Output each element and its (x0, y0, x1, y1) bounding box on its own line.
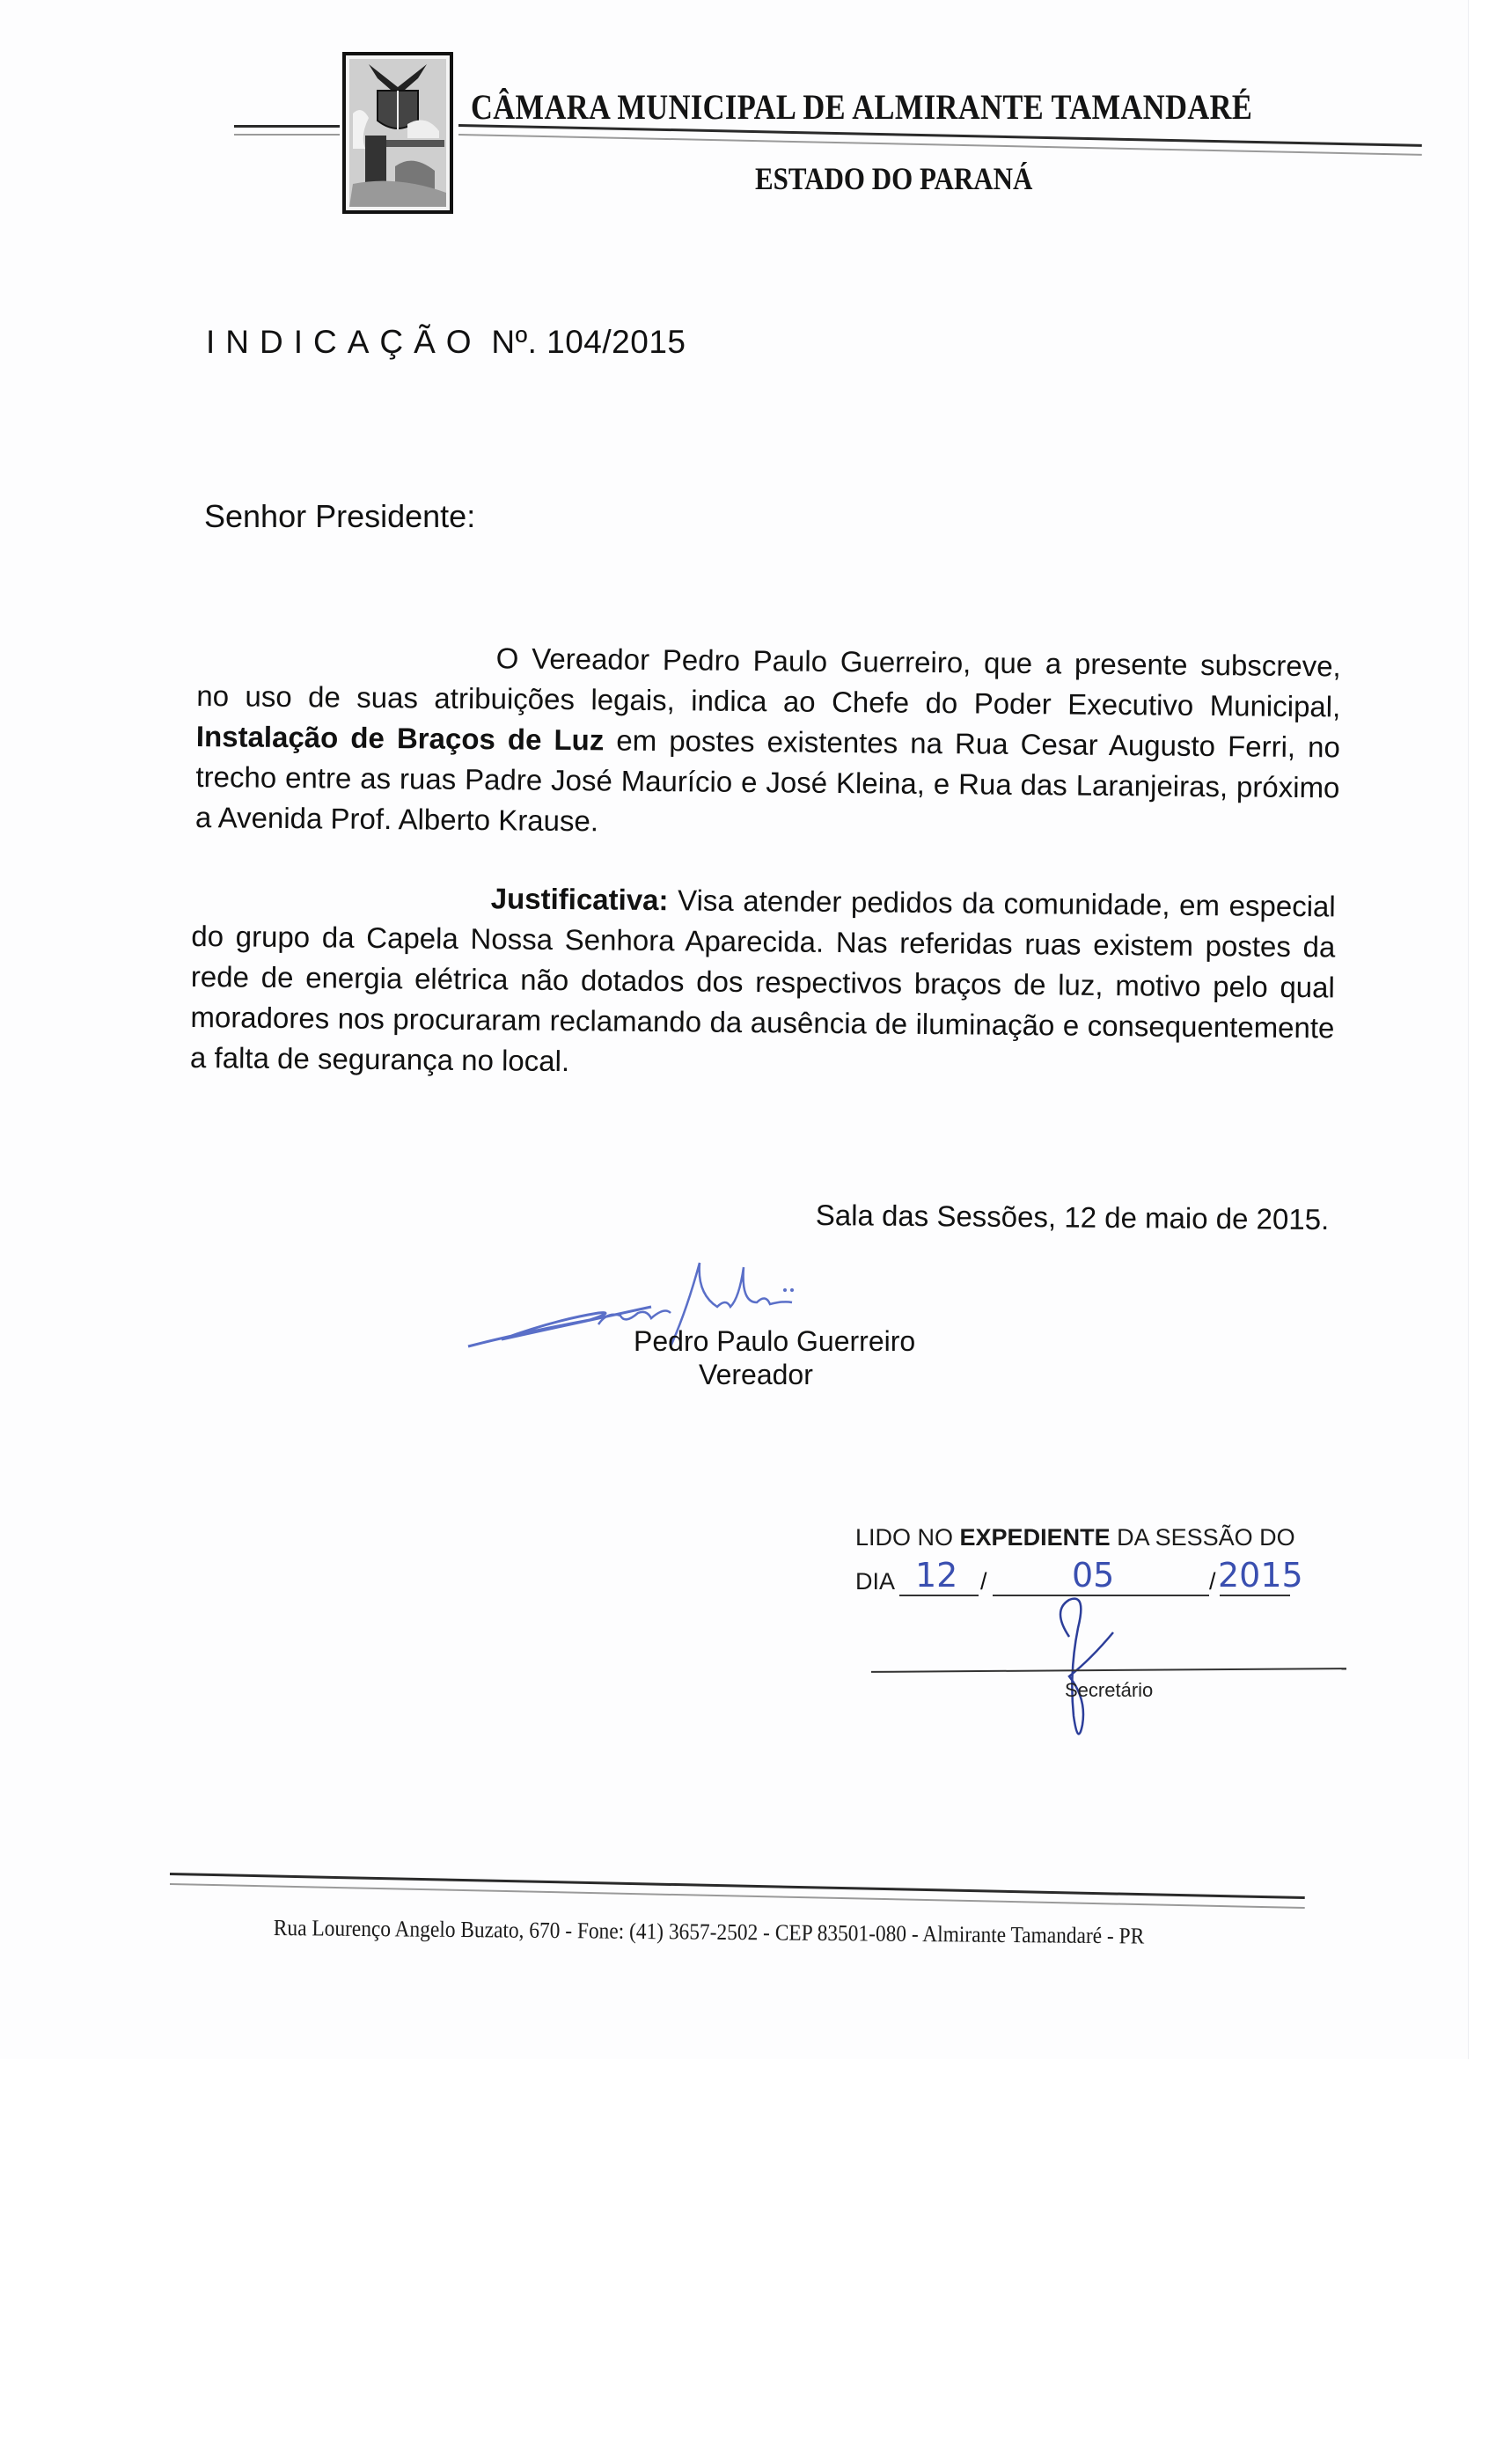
indication-subject: Instalação de Braços de Luz (195, 719, 605, 757)
paragraph-text-start: O Vereador Pedro Paulo Guerreiro, que a presente subscreve, no uso de suas atribuições legais, indica ao Chefe do Poder Executivo Municipal, (196, 642, 1341, 723)
stamp-year-line (1220, 1595, 1290, 1596)
paragraph-text-end: em postes existentes na Rua Cesar Augusto Ferri, no trecho entre as ruas Padre José Maurício e José Kleina, e Rua das Laranjeiras, próximo a Avenida Prof. Alberto Krause. (194, 723, 1341, 838)
stamp-separator-1: / (980, 1568, 987, 1595)
state-subtitle: ESTADO DO PARANÁ (755, 161, 1033, 196)
footer-address: Rua Lourenço Angelo Buzato, 670 - Fone: (41) 3657-2502 - CEP 83501-080 - Almirante Tamandaré - PR (273, 1915, 1145, 1949)
stamp-title-start: LIDO NO (855, 1524, 960, 1551)
justification-paragraph (190, 876, 1336, 1089)
institution-title: CÂMARA MUNICIPAL DE ALMIRANTE TAMANDARÉ (471, 87, 1253, 127)
signer-role: Vereador (699, 1359, 813, 1390)
stamp-title-bold: EXPEDIENTE (959, 1524, 1111, 1551)
document-number (206, 324, 686, 361)
header-rule-left-dark (234, 125, 340, 128)
number-prefix: Nº. (491, 324, 538, 360)
secretary-signature-icon (1043, 1593, 1140, 1751)
justification-label: Justificativa: (490, 882, 669, 917)
stamp-separator-2: / (1209, 1568, 1216, 1595)
secretary-label: Secretário (1065, 1679, 1154, 1701)
signer-name: Pedro Paulo Guerreiro (634, 1325, 916, 1357)
stamp-day-line (899, 1595, 979, 1596)
stamp-day-label: DIA (855, 1568, 896, 1595)
document-type-label: INDICAÇÃO (206, 324, 482, 360)
header-rule-left-light (234, 134, 340, 136)
number-value: 104/2015 (546, 324, 686, 360)
header-rule-right-light (458, 134, 1422, 156)
stamp-day-value: 12 (915, 1556, 958, 1595)
municipal-coat-of-arms-icon (342, 52, 453, 214)
reading-stamp-title (855, 1524, 1295, 1551)
stamp-month-value: 05 (1072, 1556, 1115, 1595)
justification-text: Visa atender pedidos da comunidade, em especial do grupo da Capela Nossa Senhora Aparecida. Nas referidas ruas existem postes da rede de energia elétrica não dotados dos respectivos braços de luz, motivo pelo qual moradores nos procuraram reclamando da ausência de iluminação e consequentemente a falta de segurança no local. (189, 884, 1336, 1078)
indication-paragraph (195, 635, 1341, 848)
stamp-title-end: DA SESSÃO DO (1110, 1524, 1295, 1551)
stamp-year-value: 2015 (1218, 1556, 1303, 1595)
salutation: Senhor Presidente: (204, 498, 476, 534)
place-date: Sala das Sessões, 12 de maio de 2015. (815, 1199, 1330, 1236)
